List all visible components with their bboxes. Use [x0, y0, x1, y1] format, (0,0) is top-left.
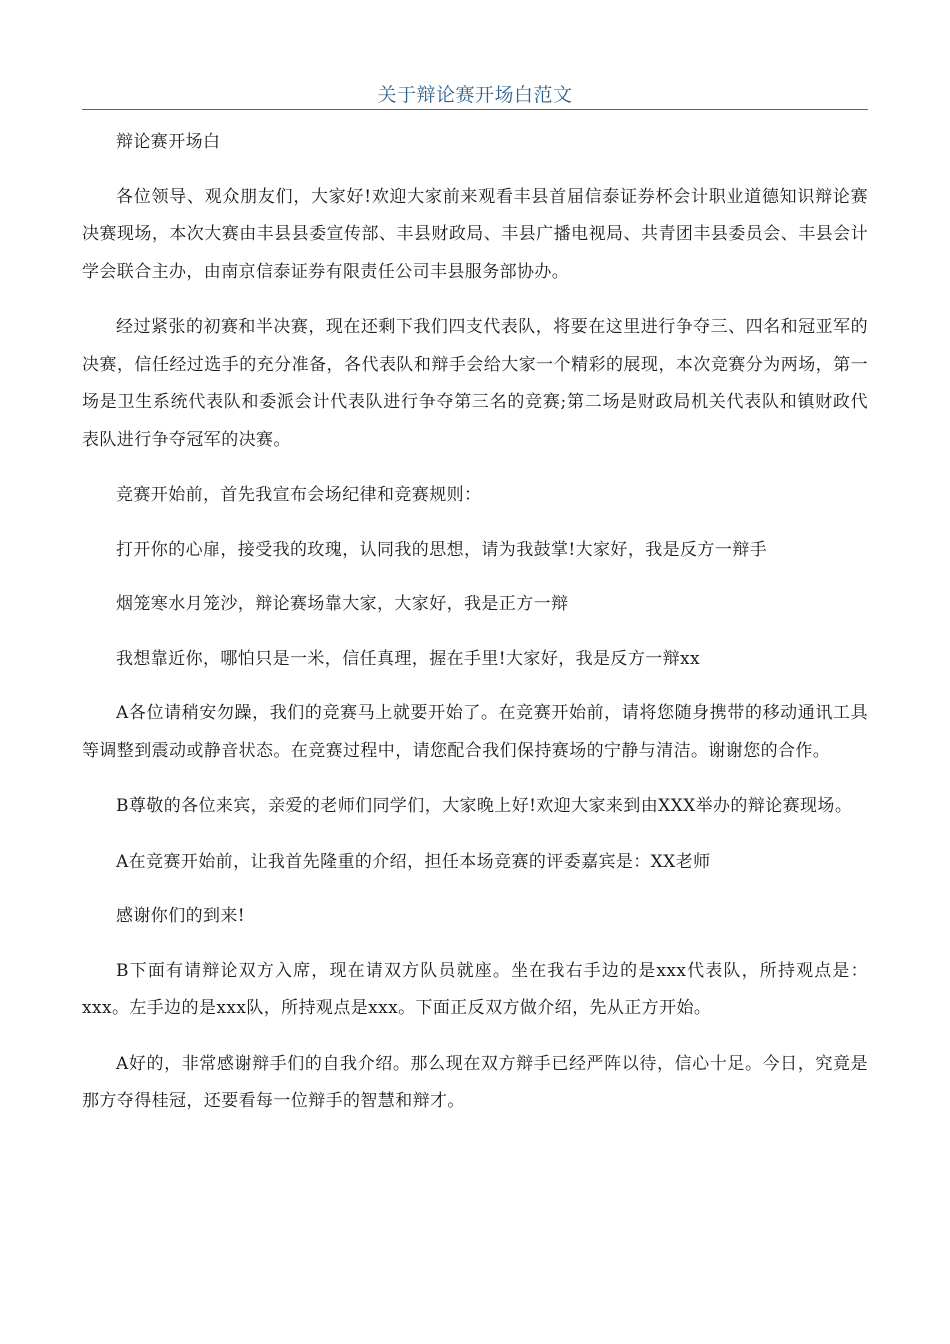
- title-underline: [82, 109, 868, 110]
- document-title: 关于辩论赛开场白范文: [377, 84, 573, 106]
- paragraph: 打开你的心扉，接受我的玫瑰，认同我的思想，请为我鼓掌!大家好，我是反方一辩手: [116, 539, 768, 560]
- paragraph: 烟笼寒水月笼沙，辩论赛场靠大家，大家好，我是正方一辩: [116, 594, 569, 614]
- document-body: [82, 124, 868, 1139]
- paragraph: 感谢你们的到来!: [116, 906, 246, 926]
- paragraph: 各位领导、观众朋友们，大家好!欢迎大家前来观看丰县首届信泰证券杯会计职业道德知识辩论赛决赛现场，本次大赛由丰县县委宣传部、丰县财政局、丰县广播电视局、共青团丰县委员会、丰县会计学会联合主办，由南京信泰证券有限责任公司丰县服务部协办。: [82, 186, 868, 282]
- paragraph: A各位请稍安勿躁，我们的竞赛马上就要开始了。在竞赛开始前，请将您随身携带的移动通讯工具等调整到震动或静音状态。在竞赛过程中，请您配合我们保持赛场的宁静与清洁。谢谢您的合作。: [82, 703, 868, 761]
- paragraph: A在竞赛开始前，让我首先隆重的介绍，担任本场竞赛的评委嘉宾是：XX老师: [116, 851, 711, 872]
- paragraph: 竞赛开始前，首先我宣布会场纪律和竞赛规则：: [116, 485, 482, 505]
- paragraph: 我想靠近你，哪怕只是一米，信任真理，握在手里!大家好，我是反方一辩xx: [116, 648, 701, 669]
- paragraph: B下面有请辩论双方入席，现在请双方队员就座。坐在我右手边的是xxx代表队，所持观点是：xxx。左手边的是xxx队，所持观点是xxx。下面正反双方做介绍，先从正方开始。: [82, 960, 868, 1018]
- paragraph: B尊敬的各位来宾，亲爱的老师们同学们，大家晚上好!欢迎大家来到由XXX举办的辩论赛现场。: [116, 796, 853, 816]
- paragraph: 辩论赛开场白: [116, 132, 221, 152]
- paragraph: 经过紧张的初赛和半决赛，现在还剩下我们四支代表队，将要在这里进行争夺三、四名和冠亚军的决赛，信任经过选手的充分准备，各代表队和辩手会给大家一个精彩的展现，本次竞赛分为两场，第一场是卫生系统代表队和委派会计代表队进行争夺第三名的竞赛;第二场是财政局机关代表队和镇财政代表队进行争夺冠军的决赛。: [82, 317, 868, 450]
- paragraph: A好的，非常感谢辩手们的自我介绍。那么现在双方辩手已经严阵以待，信心十足。今日，究竟是那方夺得桂冠，还要看每一位辩手的智慧和辩才。: [82, 1053, 868, 1111]
